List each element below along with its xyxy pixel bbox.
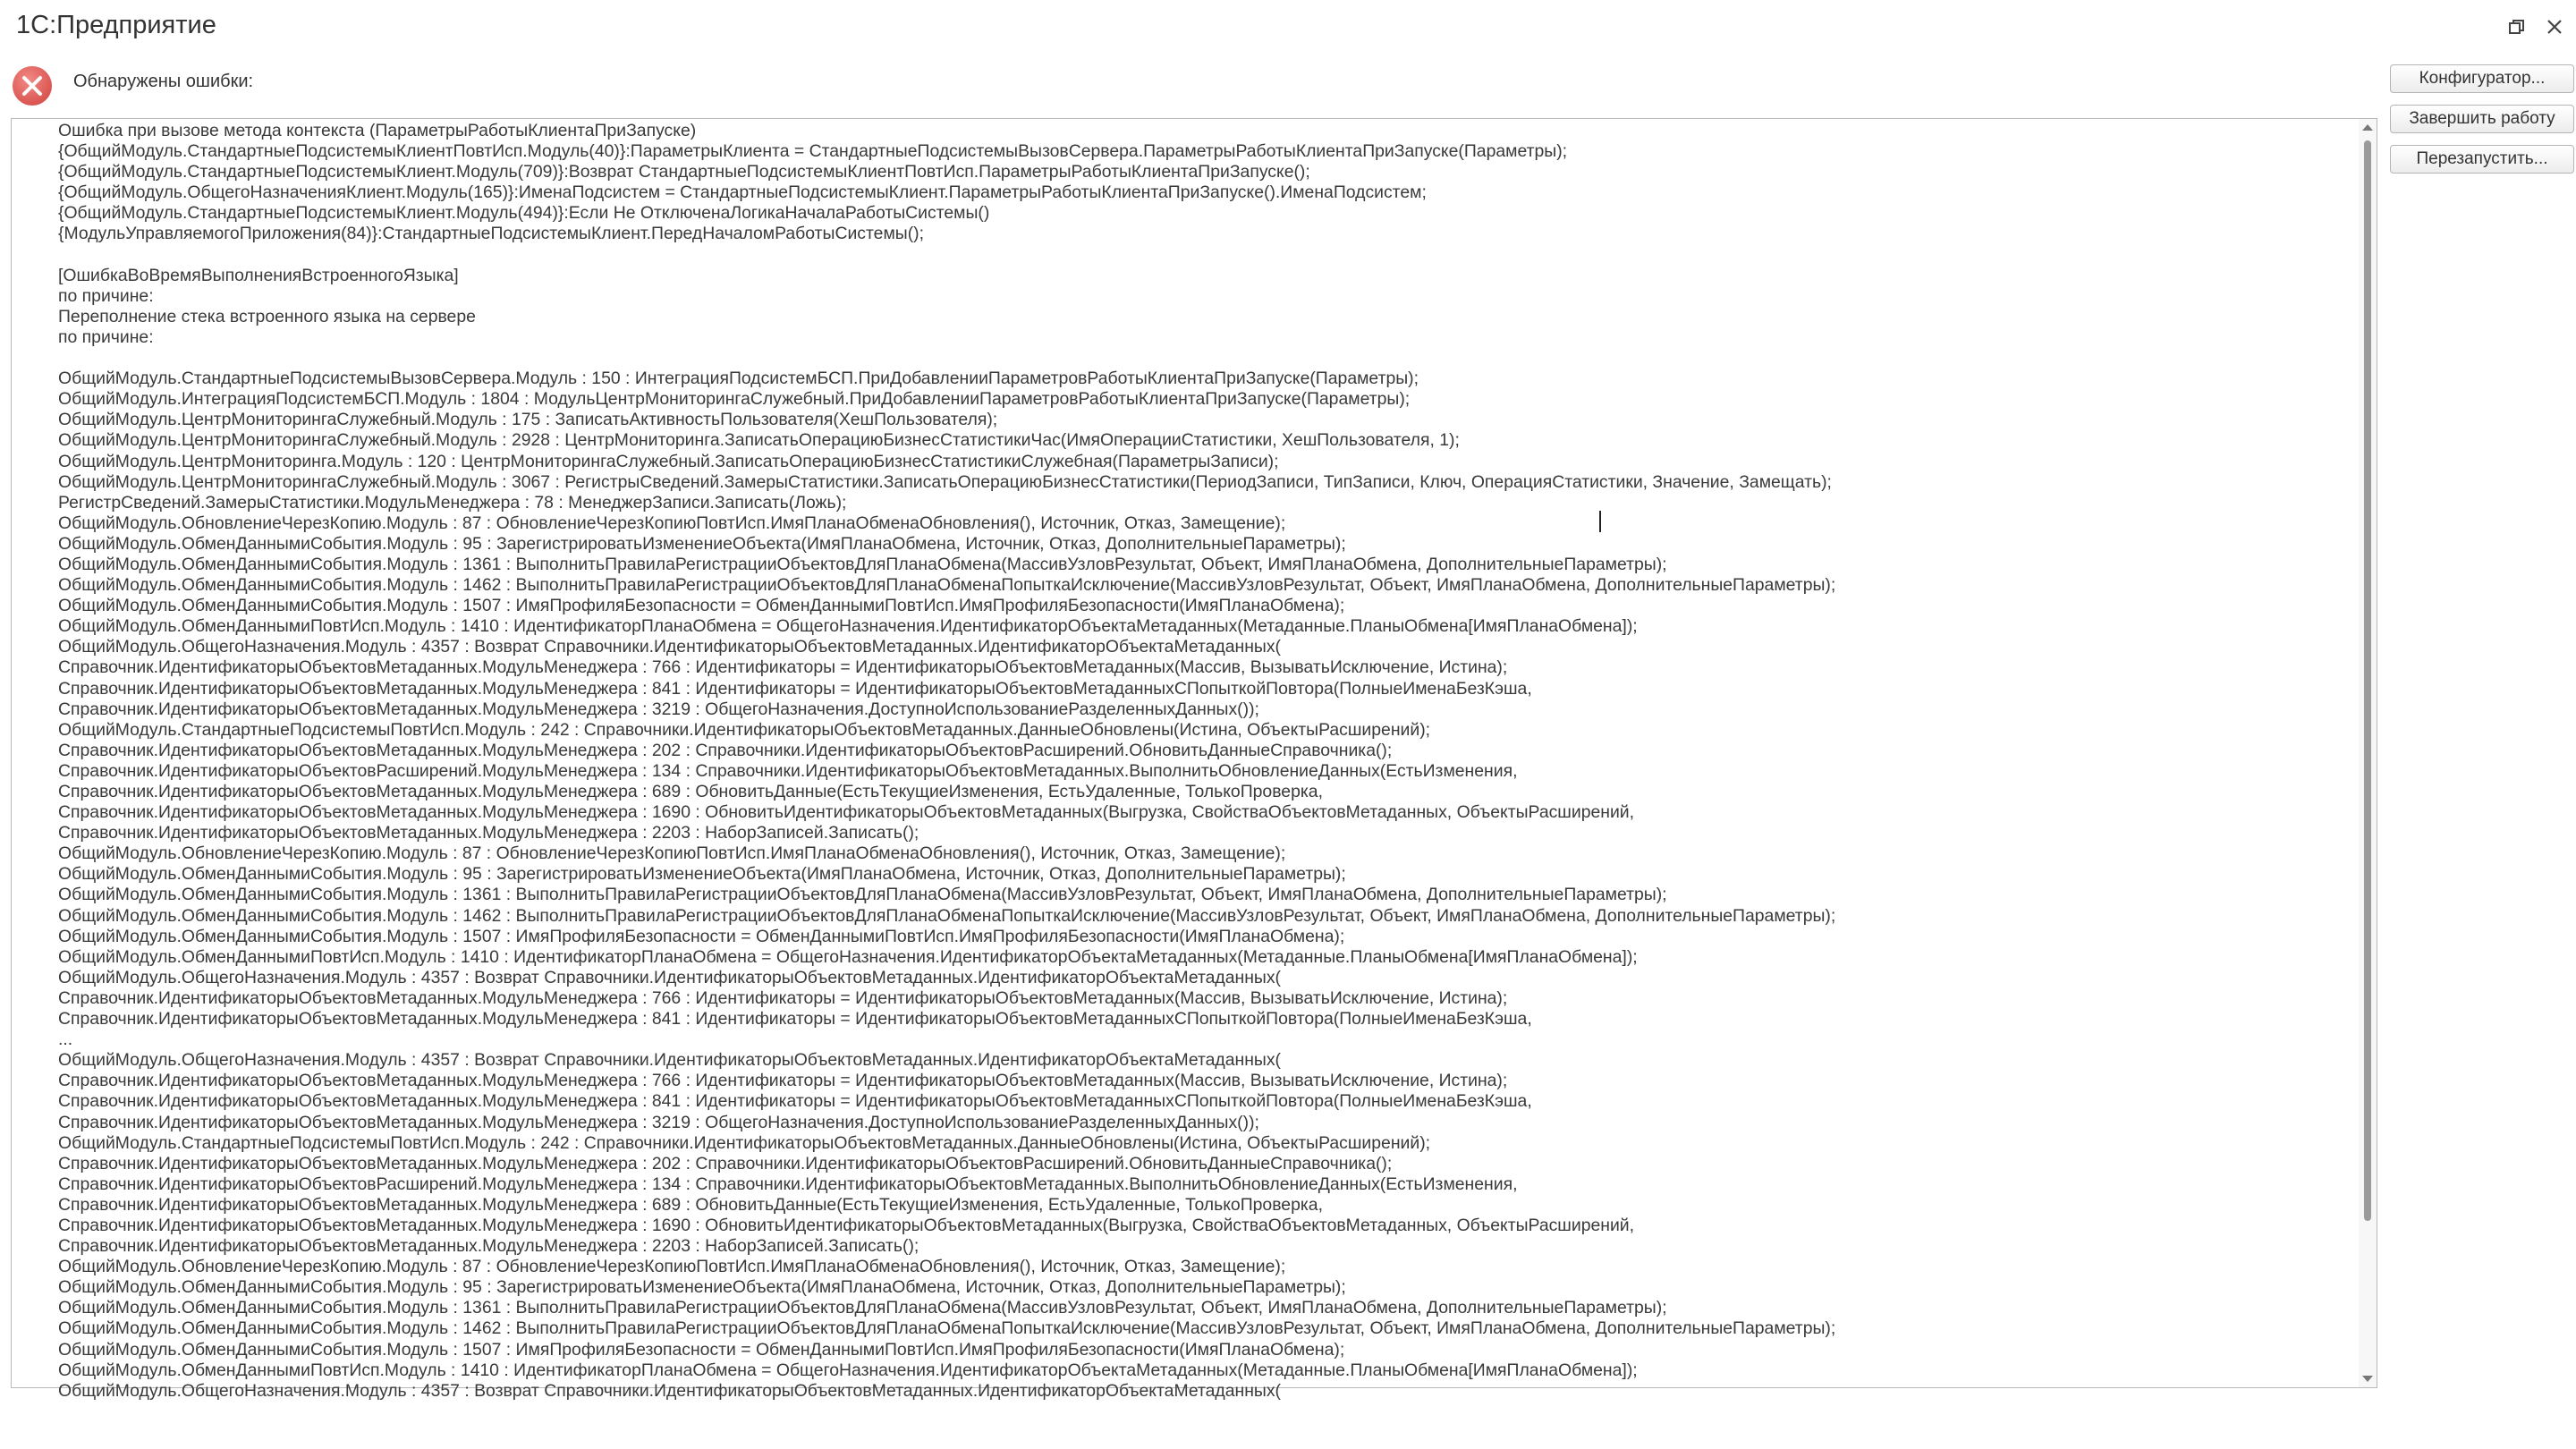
close-icon[interactable]	[2542, 14, 2567, 39]
error-line: ОбщийМодуль.ОбменДаннымиСобытия.Модуль : 1361 : ВыполнитьПравилаРегистрацииОбъектовДляПланаОбмена(МассивУзловРезультат, Объект, ИмяПланаОбмена, ДополнительныеПараметры);	[58, 885, 1667, 905]
error-line: ОбщийМодуль.ОбменДаннымиСобытия.Модуль : 1462 : ВыполнитьПравилаРегистрацииОбъектовДляПланаОбменаПопыткаИсключение(МассивУзловРезультат, Объект, ИмяПланаОбмена, ДополнительныеПараметры);	[58, 905, 1836, 926]
error-line: ОбщийМодуль.ОбменДаннымиПовтИсп.Модуль : 1410 : ИдентификаторПланаОбмена = ОбщегоНазначения.ИдентификаторОбъектаМетаданных(Метаданные.ПланыОбмена[ИмяПланаОбмена]);	[58, 946, 1638, 967]
error-line: ОбщийМодуль.ОбменДаннымиСобытия.Модуль : 1361 : ВыполнитьПравилаРегистрацииОбъектовДляПланаОбмена(МассивУзловРезультат, Объект, ИмяПланаОбмена, ДополнительныеПараметры);	[58, 1298, 1667, 1318]
error-icon	[11, 64, 54, 107]
error-line: РегистрСведений.ЗамерыСтатистики.МодульМенеджера : 78 : МенеджерЗаписи.Записать(Ложь);	[58, 492, 847, 513]
error-line: ОбщийМодуль.ИнтеграцияПодсистемБСП.Модуль : 1804 : МодульЦентрМониторингаСлужебный.ПриДобавленииПараметровРаботыКлиентаПриЗапуске(Параметры);	[58, 389, 1411, 410]
error-line: ОбщийМодуль.ОбменДаннымиСобытия.Модуль : 1361 : ВыполнитьПравилаРегистрацииОбъектовДляПланаОбмена(МассивУзловРезультат, Объект, ИмяПланаОбмена, ДополнительныеПараметры);	[58, 554, 1667, 574]
error-line: Справочник.ИдентификаторыОбъектовМетаданных.МодульМенеджера : 202 : Справочники.ИдентификаторыОбъектовРасширений.ОбновитьДанныеСправочника();	[58, 1153, 1393, 1174]
error-line: Справочник.ИдентификаторыОбъектовМетаданных.МодульМенеджера : 766 : Идентификаторы = ИдентификаторыОбъектовМетаданных(Массив, ВызыватьИсключение, Истина);	[58, 987, 1508, 1008]
error-line: ОбщийМодуль.ОбновлениеЧерезКопию.Модуль : 87 : ОбновлениеЧерезКопиюПовтИсп.ИмяПланаОбменаОбновления(), Источник, Отказ, Замещение);	[58, 513, 1286, 533]
error-line: Справочник.ИдентификаторыОбъектовМетаданных.МодульМенеджера : 202 : Справочники.ИдентификаторыОбъектовРасширений.ОбновитьДанныеСправочника();	[58, 740, 1393, 760]
text-cursor	[1599, 511, 1601, 532]
error-line: ОбщийМодуль.ОбщегоНазначения.Модуль : 4357 : Возврат Справочники.ИдентификаторыОбъектовМетаданных.ИдентификаторОбъектаМетаданных(	[58, 1380, 1282, 1401]
error-line: Переполнение стека встроенного языка на сервере	[58, 306, 476, 326]
scroll-thumb[interactable]	[2364, 140, 2371, 1221]
window-title: 1С:Предприятие	[16, 11, 216, 39]
error-line: Справочник.ИдентификаторыОбъектовМетаданных.МодульМенеджера : 841 : Идентификаторы = ИдентификаторыОбъектовМетаданныхСПопыткойПовтора(ПолныеИменаБезКэша,	[58, 1091, 1532, 1112]
error-line: ...	[58, 1030, 73, 1050]
error-line: по причине:	[58, 326, 154, 347]
error-line: Справочник.ИдентификаторыОбъектовРасширений.МодульМенеджера : 134 : Справочники.ИдентификаторыОбъектовМетаданных.ВыполнитьОбновлениеДанных(ЕстьИзменения,	[58, 1174, 1518, 1194]
vertical-scrollbar[interactable]	[2359, 119, 2377, 1387]
error-line: ОбщийМодуль.СтандартныеПодсистемыПовтИсп.Модуль : 242 : Справочники.ИдентификаторыОбъектовМетаданных.ДанныеОбновлены(Истина, ОбъектыРасширений);	[58, 1132, 1431, 1153]
error-line: Справочник.ИдентификаторыОбъектовМетаданных.МодульМенеджера : 689 : ОбновитьДанные(ЕстьТекущиеИзменения, ЕстьУдаленные, ТолькоПроверка,	[58, 1194, 1323, 1215]
error-line: Справочник.ИдентификаторыОбъектовМетаданных.МодульМенеджера : 1690 : ОбновитьИдентификаторыОбъектовМетаданных(Выгрузка, СвойстваОбъектовМетаданных, ОбъектыРасширений,	[58, 1215, 1635, 1235]
error-line: ОбщийМодуль.СтандартныеПодсистемыВызовСервера.Модуль : 150 : ИнтеграцияПодсистемБСП.ПриДобавленииПараметровРаботыКлиентаПриЗапуске(Параметры);	[58, 369, 1419, 389]
title-bar	[0, 0, 2576, 55]
restart-button[interactable]: Перезапустить...	[2390, 145, 2574, 174]
error-line: ОбщийМодуль.ЦентрМониторинга.Модуль : 120 : ЦентрМониторингаСлужебный.ЗаписатьОперациюБизнесСтатистикиСлужебная(ПараметрыЗаписи);	[58, 451, 1279, 471]
error-line: ОбщийМодуль.ОбновлениеЧерезКопию.Модуль : 87 : ОбновлениеЧерезКопиюПовтИсп.ИмяПланаОбменаОбновления(), Источник, Отказ, Замещение);	[58, 843, 1286, 864]
error-line: Справочник.ИдентификаторыОбъектовМетаданных.МодульМенеджера : 766 : Идентификаторы = ИдентификаторыОбъектовМетаданных(Массив, ВызыватьИсключение, Истина);	[58, 1071, 1508, 1091]
error-line: {МодульУправляемогоПриложения(84)}:СтандартныеПодсистемыКлиент.ПередНачаломРаботыСистемы();	[58, 224, 925, 244]
error-line: Справочник.ИдентификаторыОбъектовМетаданных.МодульМенеджера : 2203 : НаборЗаписей.Записать();	[58, 1236, 919, 1257]
error-line: {ОбщийМодуль.СтандартныеПодсистемыКлиент.Модуль(709)}:Возврат СтандартныеПодсистемыКлиентПовтИсп.ПараметрыРаботыКлиентаПриЗапуске();	[58, 162, 1310, 182]
error-line: Ошибка при вызове метода контекста (ПараметрыРаботыКлиентаПриЗапуске)	[58, 121, 697, 140]
error-line: ОбщийМодуль.ЦентрМониторингаСлужебный.Модуль : 3067 : РегистрыСведений.ЗамерыСтатистики.ЗаписатьОперациюБизнесСтатистики(ПериодЗаписи, ТипЗаписи, Ключ, ОперацияСтатистики, Значение, Замещать);	[58, 471, 1832, 492]
scroll-down-icon[interactable]	[2362, 1376, 2373, 1382]
error-line: ОбщийМодуль.ОбменДаннымиСобытия.Модуль : 95 : ЗарегистрироватьИзменениеОбъекта(ИмяПланаОбмена, Источник, Отказ, ДополнительныеПараметры);	[58, 533, 1346, 554]
error-line: ОбщийМодуль.ОбщегоНазначения.Модуль : 4357 : Возврат Справочники.ИдентификаторыОбъектовМетаданных.ИдентификаторОбъектаМетаданных(	[58, 967, 1282, 987]
error-line: Справочник.ИдентификаторыОбъектовМетаданных.МодульМенеджера : 3219 : ОбщегоНазначения.ДоступноИспользованиеРазделенныхДанных());	[58, 1112, 1259, 1132]
error-line: ОбщийМодуль.ОбщегоНазначения.Модуль : 4357 : Возврат Справочники.ИдентификаторыОбъектовМетаданных.ИдентификаторОбъектаМетаданных(	[58, 1050, 1282, 1071]
errors-found-heading: Обнаружены ошибки:	[73, 72, 254, 91]
error-line: ОбщийМодуль.ОбменДаннымиСобытия.Модуль : 1507 : ИмяПрофиляБезопасности = ОбменДаннымиПовтИсп.ИмяПрофиляБезопасности(ИмяПланаОбмена);	[58, 596, 1345, 616]
error-line: ОбщийМодуль.ЦентрМониторингаСлужебный.Модуль : 2928 : ЦентрМониторинга.ЗаписатьОперациюБизнесСтатистикиЧас(ИмяОперацииСтатистики, ХешПользователя, 1);	[58, 430, 1460, 451]
error-line: ОбщийМодуль.ОбщегоНазначения.Модуль : 4357 : Возврат Справочники.ИдентификаторыОбъектовМетаданных.ИдентификаторОбъектаМетаданных(	[58, 637, 1282, 657]
error-line: ОбщийМодуль.ОбменДаннымиПовтИсп.Модуль : 1410 : ИдентификаторПланаОбмена = ОбщегоНазначения.ИдентификаторОбъектаМетаданных(Метаданные.ПланыОбмена[ИмяПланаОбмена]);	[58, 616, 1638, 637]
finish-work-button[interactable]: Завершить работу	[2390, 105, 2574, 133]
error-line: ОбщийМодуль.ОбменДаннымиСобытия.Модуль : 1462 : ВыполнитьПравилаРегистрацииОбъектовДляПланаОбменаПопыткаИсключение(МассивУзловРезультат, Объект, ИмяПланаОбмена, ДополнительныеПараметры);	[58, 575, 1836, 596]
error-line: ОбщийМодуль.ОбменДаннымиСобытия.Модуль : 95 : ЗарегистрироватьИзменениеОбъекта(ИмяПланаОбмена, Источник, Отказ, ДополнительныеПараметры);	[58, 1277, 1346, 1298]
error-line: ОбщийМодуль.ЦентрМониторингаСлужебный.Модуль : 175 : ЗаписатьАктивностьПользователя(ХешПользователя);	[58, 410, 998, 430]
error-line: Справочник.ИдентификаторыОбъектовРасширений.МодульМенеджера : 134 : Справочники.ИдентификаторыОбъектовМетаданных.ВыполнитьОбновлениеДанных(ЕстьИзменения,	[58, 760, 1518, 781]
error-line: Справочник.ИдентификаторыОбъектовМетаданных.МодульМенеджера : 3219 : ОбщегоНазначения.ДоступноИспользованиеРазделенныхДанных());	[58, 699, 1259, 719]
error-line: {ОбщийМодуль.ОбщегоНазначенияКлиент.Модуль(165)}:ИменаПодсистем = СтандартныеПодсистемыКлиент.ПараметрыРаботыКлиентаПриЗапуске().ИменаПодсистем;	[58, 182, 1427, 203]
error-line: Справочник.ИдентификаторыОбъектовМетаданных.МодульМенеджера : 2203 : НаборЗаписей.Записать();	[58, 823, 919, 843]
error-line: ОбщийМодуль.СтандартныеПодсистемыПовтИсп.Модуль : 242 : Справочники.ИдентификаторыОбъектовМетаданных.ДанныеОбновлены(Истина, ОбъектыРасширений);	[58, 719, 1431, 740]
restore-window-icon[interactable]	[2504, 14, 2529, 39]
error-line: Справочник.ИдентификаторыОбъектовМетаданных.МодульМенеджера : 1690 : ОбновитьИдентификаторыОбъектовМетаданных(Выгрузка, СвойстваОбъектовМетаданных, ОбъектыРасширений,	[58, 802, 1635, 823]
error-details-box[interactable]	[11, 118, 2377, 1401]
error-line: Справочник.ИдентификаторыОбъектовМетаданных.МодульМенеджера : 841 : Идентификаторы = ИдентификаторыОбъектовМетаданныхСПопыткойПовтора(ПолныеИменаБезКэша,	[58, 1009, 1532, 1030]
error-line: Справочник.ИдентификаторыОбъектовМетаданных.МодульМенеджера : 766 : Идентификаторы = ИдентификаторыОбъектовМетаданных(Массив, ВызыватьИсключение, Истина);	[58, 657, 1508, 678]
error-line: ОбщийМодуль.ОбменДаннымиСобытия.Модуль : 1462 : ВыполнитьПравилаРегистрацииОбъектовДляПланаОбменаПопыткаИсключение(МассивУзловРезультат, Объект, ИмяПланаОбмена, ДополнительныеПараметры);	[58, 1318, 1836, 1339]
error-line: {ОбщийМодуль.СтандартныеПодсистемыКлиентПовтИсп.Модуль(40)}:ПараметрыКлиента = СтандартныеПодсистемыВызовСервера.ПараметрыРаботыКлиентаПриЗапуске(Параметры);	[58, 141, 1568, 162]
error-line: ОбщийМодуль.ОбменДаннымиСобытия.Модуль : 1507 : ИмяПрофиляБезопасности = ОбменДаннымиПовтИсп.ИмяПрофиляБезопасности(ИмяПланаОбмена);	[58, 926, 1345, 946]
error-line: Справочник.ИдентификаторыОбъектовМетаданных.МодульМенеджера : 689 : ОбновитьДанные(ЕстьТекущиеИзменения, ЕстьУдаленные, ТолькоПроверка,	[58, 782, 1323, 801]
error-line: Справочник.ИдентификаторыОбъектовМетаданных.МодульМенеджера : 841 : Идентификаторы = ИдентификаторыОбъектовМетаданныхСПопыткойПовтора(ПолныеИменаБезКэша,	[58, 678, 1532, 699]
error-line: ОбщийМодуль.ОбменДаннымиПовтИсп.Модуль : 1410 : ИдентификаторПланаОбмена = ОбщегоНазначения.ИдентификаторОбъектаМетаданных(Метаданные.ПланыОбмена[ИмяПланаОбмена]);	[58, 1360, 1638, 1380]
error-line: ОбщийМодуль.ОбменДаннымиСобытия.Модуль : 95 : ЗарегистрироватьИзменениеОбъекта(ИмяПланаОбмена, Источник, Отказ, ДополнительныеПараметры);	[58, 864, 1346, 885]
error-details-text[interactable]	[58, 121, 2330, 1402]
error-line: [ОшибкаВоВремяВыполненияВстроенногоЯзыка]	[58, 265, 459, 285]
scroll-up-icon[interactable]	[2362, 124, 2373, 131]
configurator-button[interactable]: Конфигуратор...	[2390, 64, 2574, 93]
error-line: ОбщийМодуль.ОбменДаннымиСобытия.Модуль : 1507 : ИмяПрофиляБезопасности = ОбменДаннымиПовтИсп.ИмяПрофиляБезопасности(ИмяПланаОбмена);	[58, 1339, 1345, 1360]
error-line: {ОбщийМодуль.СтандартныеПодсистемыКлиент.Модуль(494)}:Если Не ОтключенаЛогикаНачалаРаботыСистемы()	[58, 203, 990, 224]
error-line: ОбщийМодуль.ОбновлениеЧерезКопию.Модуль : 87 : ОбновлениеЧерезКопиюПовтИсп.ИмяПланаОбменаОбновления(), Источник, Отказ, Замещение);	[58, 1257, 1286, 1277]
error-line: по причине:	[58, 285, 154, 306]
